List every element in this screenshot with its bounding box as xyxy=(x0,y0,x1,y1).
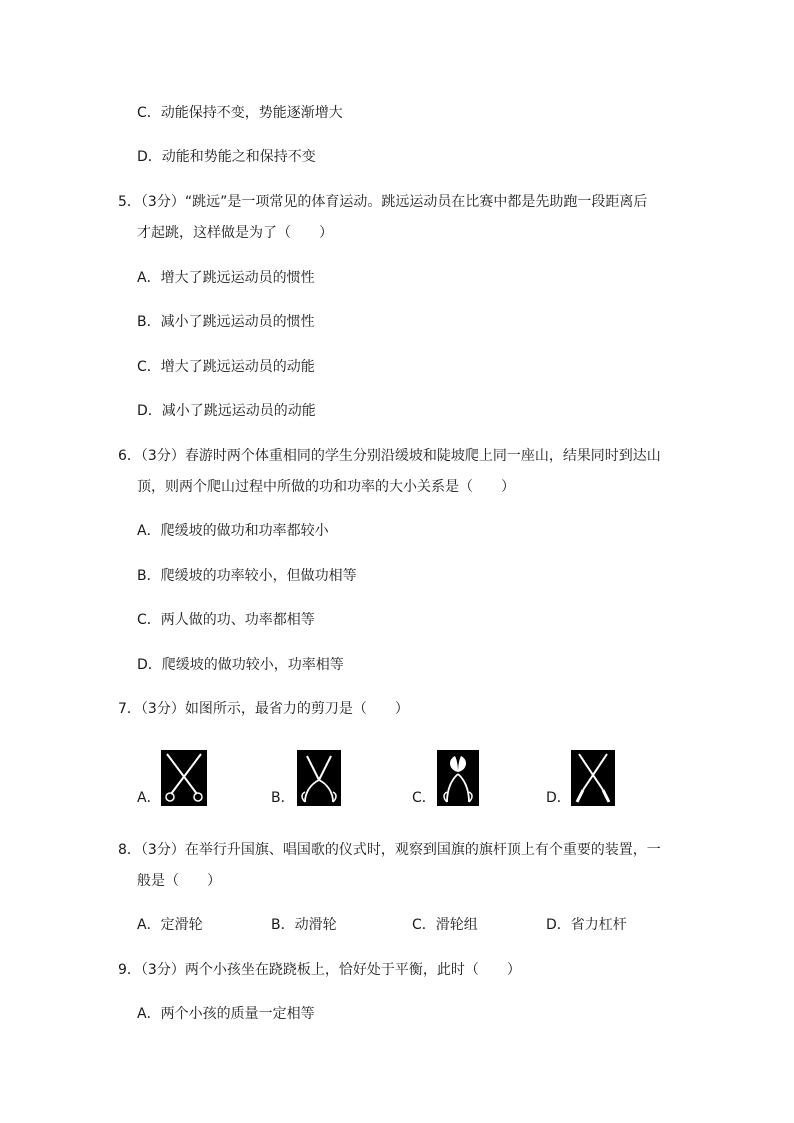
q6-option-a: A．爬缓坡的做功和功率都较小 xyxy=(137,523,329,539)
q4-option-c: C．动能保持不变，势能逐渐增大 xyxy=(137,105,343,121)
scissors-d-icon xyxy=(571,750,615,806)
q7-option-c xyxy=(412,748,492,808)
q7-option-d-label: D． xyxy=(546,790,571,806)
q6-option-c: C．两人做的功、功率都相等 xyxy=(137,612,315,628)
q7-stem: 7．（3分）如图所示，最省力的剪刀是（ ） xyxy=(118,701,409,717)
q6-option-b: B．爬缓坡的功率较小，但做功相等 xyxy=(137,568,357,584)
scissors-b-icon xyxy=(297,750,341,806)
q8-stem-line2: 般是（ ） xyxy=(137,873,221,889)
q5-stem-line1: 5．（3分）“跳远”是一项常见的体育运动。跳远运动员在比赛中都是先助跑一段距离后 xyxy=(118,194,648,210)
q7-option-d xyxy=(546,748,626,808)
q5-option-a: A．增大了跳远运动员的惯性 xyxy=(137,270,315,286)
q9-stem: 9．（3分）两个小孩坐在跷跷板上，恰好处于平衡，此时（ ） xyxy=(118,962,521,978)
q7-option-b-label: B． xyxy=(271,790,295,806)
q8-option-a: A．定滑轮 xyxy=(137,917,203,933)
q9-option-a: A．两个小孩的质量一定相等 xyxy=(137,1006,315,1022)
q6-stem-line2: 顶，则两个爬山过程中所做的功和功率的大小关系是（ ） xyxy=(137,479,515,495)
q7-option-c-label: C． xyxy=(412,790,436,806)
q8-stem-line1: 8．（3分）在举行升国旗、唱国歌的仪式时，观察到国旗的旗杆顶上有个重要的装置，一 xyxy=(118,842,661,858)
q4-option-d: D．动能和势能之和保持不变 xyxy=(137,149,316,165)
q5-option-b: B．减小了跳远运动员的惯性 xyxy=(137,314,315,330)
q5-option-c: C．增大了跳远运动员的动能 xyxy=(137,359,315,375)
q6-stem-line1: 6．（3分）春游时两个体重相同的学生分别沿缓坡和陡坡爬上同一座山，结果同时到达山 xyxy=(118,448,661,464)
q7-option-a xyxy=(137,748,217,808)
q5-stem-line2: 才起跳，这样做是为了（ ） xyxy=(137,225,333,241)
q7-option-b xyxy=(271,748,351,808)
q8-option-d: D．省力杠杆 xyxy=(546,917,627,933)
q7-option-a-label: A． xyxy=(137,790,161,806)
scissors-a-icon xyxy=(161,750,207,806)
q8-option-b: B．动滑轮 xyxy=(271,917,337,933)
scissors-c-icon xyxy=(437,750,479,806)
q8-option-c: C．滑轮组 xyxy=(412,917,478,933)
q5-option-d: D．减小了跳远运动员的动能 xyxy=(137,403,316,419)
q6-option-d: D．爬缓坡的做功较小，功率相等 xyxy=(137,657,344,673)
